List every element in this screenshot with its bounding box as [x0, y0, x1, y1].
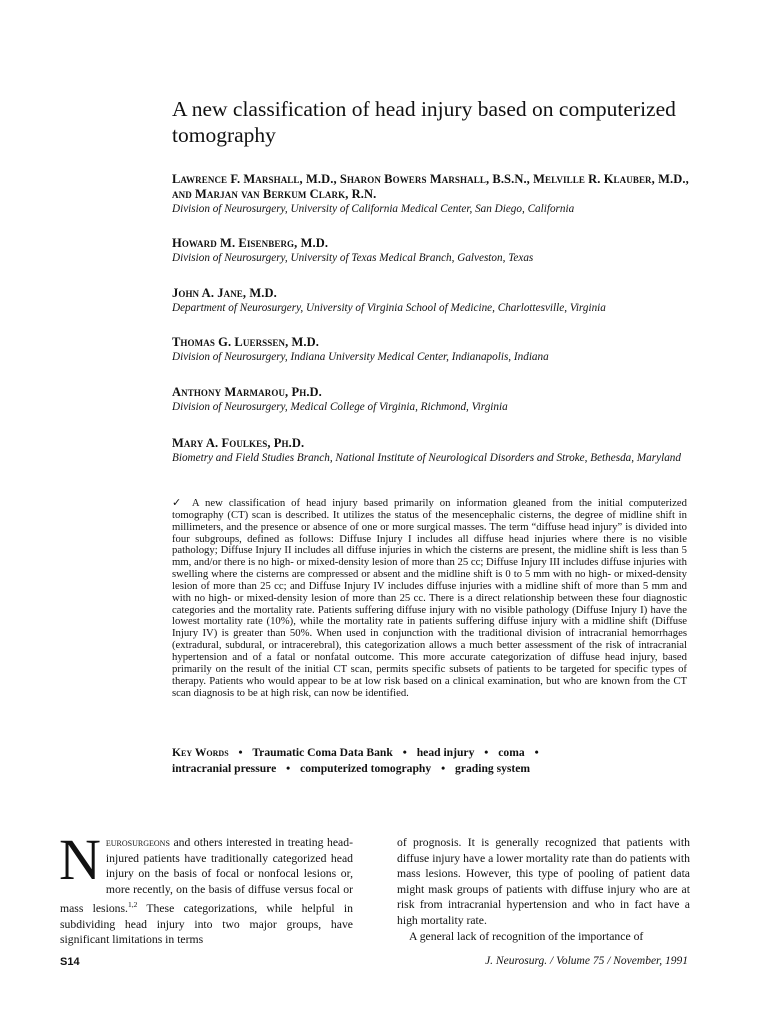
keywords-line	[172, 745, 687, 777]
citation-ref: 1,2	[127, 900, 138, 910]
body-text: and others interested in treating head-injured patients have traditionally categorized head injury on the basis of focal or nonfocal lesions or, more recently, on the basis of diffuse versus focal or mass lesions.	[60, 836, 353, 916]
author-affiliation: Department of Neurosurgery, University of Virginia School of Medicine, Charlottesville, Virginia	[172, 302, 606, 314]
author-names: John A. Jane, M.D.	[172, 286, 277, 300]
author-group-1	[172, 172, 702, 216]
bullet-separator: •	[441, 762, 446, 775]
bullet-separator: •	[484, 746, 489, 759]
author-group-5	[172, 385, 702, 414]
body-paragraph	[59, 827, 353, 948]
body-column-right	[397, 835, 690, 944]
body-paragraph: A general lack of recognition of the importance of	[409, 929, 644, 943]
bullet-separator: •	[238, 746, 243, 759]
article-title: A new classification of head injury based on computerized tomography	[172, 97, 676, 147]
keyword: head injury	[416, 746, 475, 759]
abstract-text: A new classification of head injury based primarily on information gleaned from the initial computerized tomography (CT) scan is described. It utilizes the status of the mesencephalic cisterns, the degree of midline shift in millimeters, and the presence or absence of one or more surgical masses. The term “diffuse head injury” is divided into four subgroups, defined as follows: Diffuse Injury I includes all diffuse head injuries where there is no visible pathology; Diffuse Injury II includes all diffuse injuries in which the cisterns are present, the midline shift is less than 5 mm, and/or there is no high- or mixed-density lesion of more than 25 cc; Diffuse Injury III includes diffuse injuries with swelling where the cisterns are compressed or absent and the midline shift is 0 to 5 mm with no high- or mixed-density lesion of more than 25 cc; and Diffuse Injury IV includes diffuse injuries with a midline shift of more than 5 mm and with no high- or mixed-density lesion of more than 25 cc. There is a direct relationship between these four diagnostic categories and the mortality rate. Patients suffering diffuse injury with no visible pathology (Diffuse Injury I) have the lowest mortality rate (10%), while the mortality rate in patients suffering diffuse injury with a midline shift (Diffuse Injury IV) is greater than 50%. When used in conjunction with the traditional division of intracranial hemorrhages (extradural, subdural, or intracerebral), this categorization allows a much better assessment of the risk of intracranial hypertension and of a fatal or nonfatal outcome. This more accurate categorization of diffuse head injury, based primarily on the result of the initial CT scan, permits specific subsets of patients to be targeted for specific types of therapy. Patients who would appear to be at low risk based on a clinical examination, but who are known from the CT scan diagnosis to be at high risk, can now be identified.	[172, 497, 687, 699]
author-group-2	[172, 236, 702, 265]
author-names: Lawrence F. Marshall, M.D., Sharon Bowers Marshall, B.S.N., Melville R. Klauber, M.D., and Marjan van Berkum Clark, R.N.	[172, 172, 689, 201]
author-names: Thomas G. Luerssen, M.D.	[172, 335, 320, 349]
keyword: coma	[498, 746, 525, 759]
lead-smallcaps: eurosurgeons	[105, 836, 170, 849]
author-group-4	[172, 335, 702, 364]
keyword: grading system	[455, 762, 531, 775]
author-affiliation: Division of Neurosurgery, University of California Medical Center, San Diego, California	[172, 203, 575, 215]
body-paragraph: of prognosis. It is generally recognized that patients with diffuse injury have a lower mortality rate than do patients with mass lesions. However, this type of pooling of patient data might mask groups of patients with diffuse injury who are at risk from intracranial hypertension and who in fact have a high mortality rate.	[397, 836, 690, 927]
keyword: intracranial pressure	[172, 762, 277, 775]
author-affiliation: Division of Neurosurgery, Indiana University Medical Center, Indianapolis, Indiana	[172, 351, 549, 363]
body-column-left	[59, 827, 353, 948]
author-group-6	[172, 436, 702, 465]
author-names: Anthony Marmarou, Ph.D.	[172, 385, 322, 399]
bullet-separator: •	[286, 762, 291, 775]
checkmark-icon: ✓	[172, 497, 185, 509]
body-text: These categorizations, while helpful in subdividing head injury into two major groups, have significant limitations in terms	[60, 902, 353, 947]
page-number: S14	[60, 956, 80, 968]
bullet-separator: •	[534, 746, 539, 759]
abstract	[172, 498, 687, 699]
author-affiliation: Division of Neurosurgery, Medical College of Virginia, Richmond, Virginia	[172, 401, 508, 413]
author-group-3	[172, 286, 702, 315]
author-affiliation: Division of Neurosurgery, University of Texas Medical Branch, Galveston, Texas	[172, 252, 534, 264]
author-names: Mary A. Foulkes, Ph.D.	[172, 436, 305, 450]
bullet-separator: •	[402, 746, 407, 759]
keywords-label: Key Words	[172, 746, 229, 759]
author-names: Howard M. Eisenberg, M.D.	[172, 236, 329, 250]
drop-cap: N	[59, 827, 101, 892]
keyword: computerized tomography	[300, 762, 432, 775]
journal-citation: J. Neurosurg. / Volume 75 / November, 1991	[485, 955, 688, 967]
keyword: Traumatic Coma Data Bank	[252, 746, 393, 759]
author-affiliation: Biometry and Field Studies Branch, National Institute of Neurological Disorders and Stroke, Bethesda, Maryland	[172, 452, 681, 464]
